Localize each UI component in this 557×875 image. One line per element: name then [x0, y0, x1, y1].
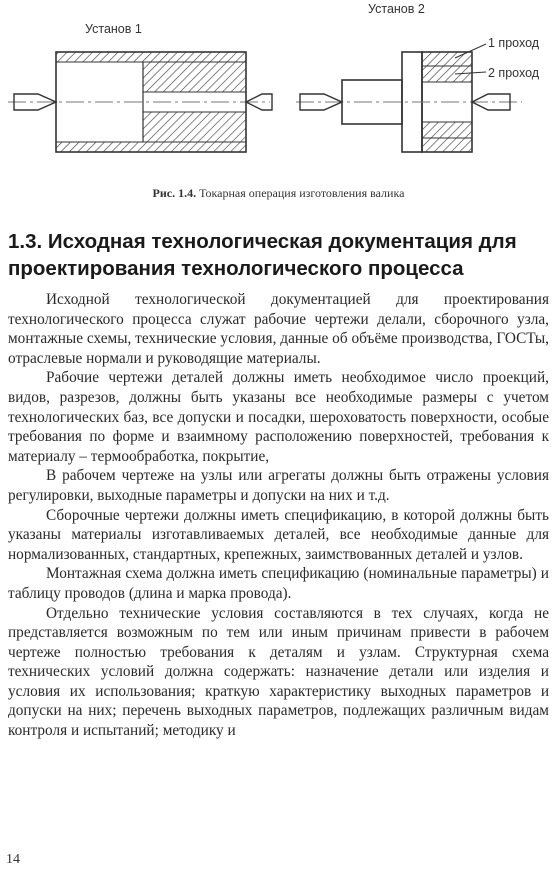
- setup-2-label: Установ 2: [368, 2, 425, 16]
- turning-operation-diagram: [0, 0, 557, 180]
- paragraph: Монтажная схема должна иметь спецификацию (номинальные параметры) и таблицу проводов (длина и марка провода).: [8, 565, 549, 602]
- setup-1-label: Установ 1: [85, 22, 142, 36]
- page-number: 14: [6, 852, 20, 867]
- setup-2-workpiece: [296, 44, 522, 152]
- paragraph: Рабочие чертежи деталей должны иметь необходимое число проекций, видов, разрезов, должны быть указаны все необходимые размеры с учетом технологических баз, все допуски и посадки, шероховатость поверхности, особые требования по форме и взаимному расположению поверхностей, требования к материалу – термообработка, покрытие,: [8, 369, 549, 465]
- section-body: [8, 290, 549, 741]
- paragraph: Отдельно технические условия составляются в тех случаях, когда не представляется возможным по тем или иным причинам привести в рабочем чертеже полностью требования к деталям и узлам. Структурная схема технических условий должна содержать: назначение детали или изделия и условия их использования; краткую характеристику выходных параметров и допуски на них; перечень выходных параметров, подлежащих различным видам контроля и испытаний; методику и: [8, 604, 549, 740]
- paragraph: В рабочем чертеже на узлы или агрегаты должны быть отражены условия регулировки, выходные параметры и допуски на них и т.д.: [8, 467, 549, 504]
- figure-caption: [0, 186, 557, 201]
- setup-1-workpiece: [8, 52, 270, 152]
- paragraph: Сборочные чертежи должны иметь спецификацию, в которой должны быть указаны материалы изготавливаемых деталей, все необходимые данные для нормализованных, стандартных, крепежных, заимствованных деталей и узлов.: [8, 506, 549, 563]
- caption-text: Токарная операция изготовления валика: [199, 186, 405, 200]
- pass-1-label: 1 проход: [488, 36, 540, 50]
- section-heading: 1.3. Исходная технологическая документация для проектирования технологического процесса: [8, 230, 517, 280]
- pass-2-label: 2 проход: [488, 66, 540, 80]
- caption-number: Рис. 1.4.: [152, 186, 197, 200]
- paragraph: Исходной технологической документацией для проектирования технологического процесса служат рабочие чертежи делали, сборочного узла, монтажные схемы, технические условия, данные об объёме производства, ГОСТы, отраслевые нормали и руководящие материалы.: [8, 291, 549, 367]
